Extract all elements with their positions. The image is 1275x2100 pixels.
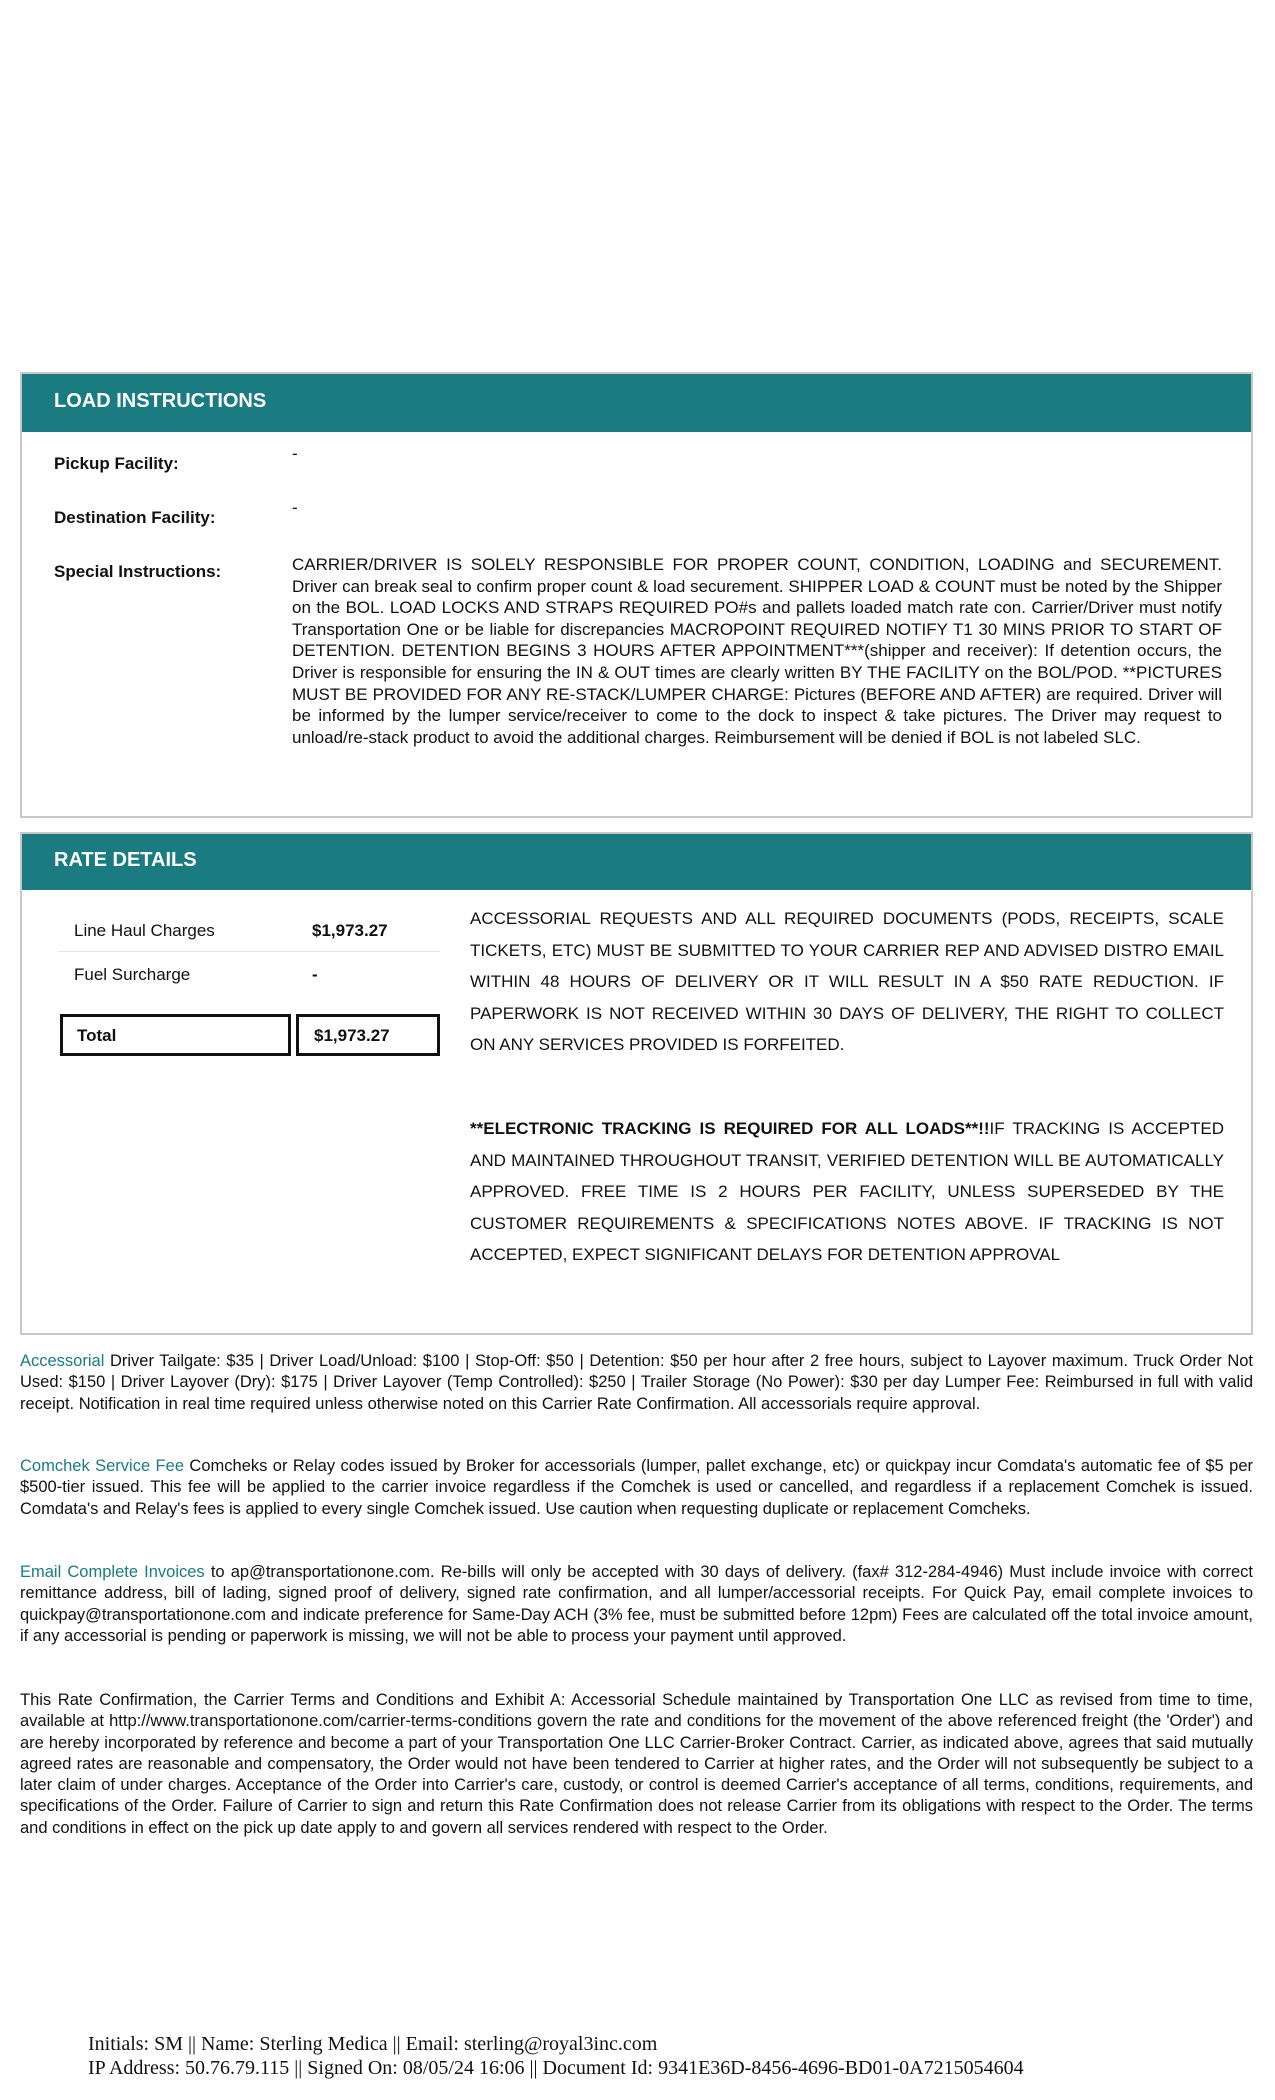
line-haul-value: $1,973.27	[312, 921, 388, 940]
pickup-facility-label: Pickup Facility:	[54, 454, 179, 473]
load-instructions-section	[20, 372, 1253, 818]
pickup-facility-value: -	[292, 444, 298, 463]
comchek-heading: Comchek Service Fee	[20, 1457, 184, 1475]
accessorial-text: Driver Tailgate: $35 | Driver Load/Unload: $100 | Stop-Off: $50 | Detention: $50 per hour after 2 free hours, subject to Layover maximum. Truck Order Not Used: $150 | Driver Layover (Dry): $175 | Driver Layover (Temp Controlled): $250 | Trailer Storage (No Power): $30 per day Lumper Fee: Reimbursed in full with valid receipt. Notification in real time required unless otherwise noted on this Carrier Rate Confirmation. All accessorials require approval.	[20, 1352, 1253, 1413]
total-label-box	[60, 1014, 291, 1056]
signature-footer	[88, 2032, 1024, 2080]
agreement-paragraph	[20, 1690, 1253, 1839]
accessorial-heading: Accessorial	[20, 1352, 105, 1370]
rate-details-section	[20, 832, 1253, 1335]
invoice-paragraph	[20, 1562, 1253, 1647]
comchek-text: Comcheks or Relay codes issued by Broker for accessorials (lumper, pallet exchange, etc) or quickpay incur Comdata's automatic fee of $5 per $500-tier issued. This fee will be applied to the carrier invoice regardless if the Comchek is used or cancelled, and regardless if a replacement Comchek is issued. Comdata's and Relay's fees is applied to every single Comchek issued. Use caution when requesting duplicate or replacement Comcheks.	[20, 1457, 1253, 1518]
line-haul-row	[58, 908, 440, 952]
special-instructions-label: Special Instructions:	[54, 562, 222, 581]
total-label: Total	[77, 1026, 117, 1045]
accessorial-requests-notice: ACCESSORIAL REQUESTS AND ALL REQUIRED DOCUMENTS (PODS, RECEIPTS, SCALE TICKETS, ETC) MUST BE SUBMITTED TO YOUR CARRIER REP AND ADVISED DISTRO EMAIL WITHIN 48 HOURS OF DELIVERY OR IT WILL RESULT IN A $50 RATE REDUCTION. IF PAPERWORK IS NOT RECEIVED WITHIN 30 DAYS OF DELIVERY, THE RIGHT TO COLLECT ON ANY SERVICES PROVIDED IS FORFEITED.	[470, 909, 1224, 1054]
load-instructions-header: LOAD INSTRUCTIONS	[22, 374, 1251, 432]
destination-facility-label: Destination Facility:	[54, 508, 216, 527]
invoice-text: to ap@transportationone.com. Re-bills will only be accepted with 30 days of delivery. (fax# 312-284-4946) Must include invoice with correct remittance address, bill of lading, signed proof of delivery, signed rate confirmation, and all lumper/accessorial receipts. For Quick Pay, email complete invoices to quickpay@transportationone.com and indicate preference for Same-Day ACH (3% fee, must be submitted before 12pm) Fees are calculated off the total invoice amount, if any accessorial is pending or paperwork is missing, we will not be able to process your payment until approved.	[20, 1563, 1254, 1645]
signature-line-1: Initials: SM || Name: Sterling Medica || Email: sterling@royal3inc.com	[88, 2033, 658, 2055]
rate-details-header: RATE DETAILS	[22, 834, 1251, 890]
total-value-box	[296, 1014, 440, 1056]
special-instructions-value: CARRIER/DRIVER IS SOLELY RESPONSIBLE FOR PROPER COUNT, CONDITION, LOADING and SECUREMENT. Driver can break seal to confirm proper count & load securement. SHIPPER LOAD & COUNT must be noted by the Shipper on the BOL. LOAD LOCKS AND STRAPS REQUIRED PO#s and pallets loaded match rate con. Carrier/Driver must notify Transportation One or be liable for discrepancies MACROPOINT REQUIRED NOTIFY T1 30 MINS PRIOR TO START OF DETENTION. DETENTION BEGINS 3 HOURS AFTER APPOINTMENT***(shipper and receiver): If detention occurs, the Driver is responsible for ensuring the IN & OUT times are clearly written BY THE FACILITY on the BOL/POD. **PICTURES MUST BE PROVIDED FOR ANY RE-STACK/LUMPER CHARGE: Pictures (BEFORE AND AFTER) are required. Driver will be informed by the lumper service/receiver to come to the dock to inspect & take pictures. The Driver may request to unload/re-stack product to avoid the additional charges. Reimbursement will be denied if BOL is not labeled SLC.	[292, 555, 1222, 747]
line-haul-label: Line Haul Charges	[74, 921, 215, 940]
fuel-surcharge-value: -	[312, 965, 318, 984]
tracking-required-heading: **ELECTRONIC TRACKING IS REQUIRED FOR ALL LOADS**!!	[470, 1119, 990, 1138]
comchek-paragraph	[20, 1456, 1253, 1520]
accessorial-paragraph	[20, 1351, 1253, 1415]
total-value: $1,973.27	[314, 1026, 390, 1045]
tracking-notice-text: IF TRACKING IS ACCEPTED AND MAINTAINED THROUGHOUT TRANSIT, VERIFIED DETENTION WILL BE AUTOMATICALLY APPROVED. FREE TIME IS 2 HOURS PER FACILITY, UNLESS SUPERSEDED BY THE CUSTOMER REQUIREMENTS & SPECIFICATIONS NOTES ABOVE. IF TRACKING IS NOT ACCEPTED, EXPECT SIGNIFICANT DELAYS FOR DETENTION APPROVAL	[470, 1119, 1224, 1264]
fuel-surcharge-row	[58, 952, 440, 996]
electronic-tracking-notice	[470, 1113, 1224, 1271]
rate-table	[58, 908, 440, 1045]
agreement-text: This Rate Confirmation, the Carrier Terms and Conditions and Exhibit A: Accessorial Schedule maintained by Transportation One LLC as revised from time to time, available at http://www.transportationone.com/carrier-terms-conditions govern the rate and conditions for the movement of the above referenced freight (the 'Order') and are hereby incorporated by reference and become a part of your Transportation One LLC Carrier-Broker Contract. Carrier, as indicated above, agrees that said mutually agreed rates are reasonable and compensatory, the Order would not have been tendered to Carrier at higher rates, and the Order will not subsequently be subject to a later claim of under charges. Acceptance of the Order into Carrier's care, custody, or control is deemed Carrier's acceptance of all terms, conditions, requirements, and specifications of the Order. Failure of Carrier to sign and return this Rate Confirmation does not release Carrier from its obligations with respect to the Order. The terms and conditions in effect on the pick up date apply to and govern all services rendered with respect to the Order.	[20, 1691, 1253, 1837]
signature-line-2: IP Address: 50.76.79.115 || Signed On: 08/05/24 16:06 || Document Id: 9341E36D-8456-4696-BD01-0A7215054604	[88, 2057, 1024, 2079]
fuel-surcharge-label: Fuel Surcharge	[74, 965, 191, 984]
destination-facility-value: -	[292, 498, 298, 517]
invoice-heading: Email Complete Invoices	[20, 1563, 205, 1581]
